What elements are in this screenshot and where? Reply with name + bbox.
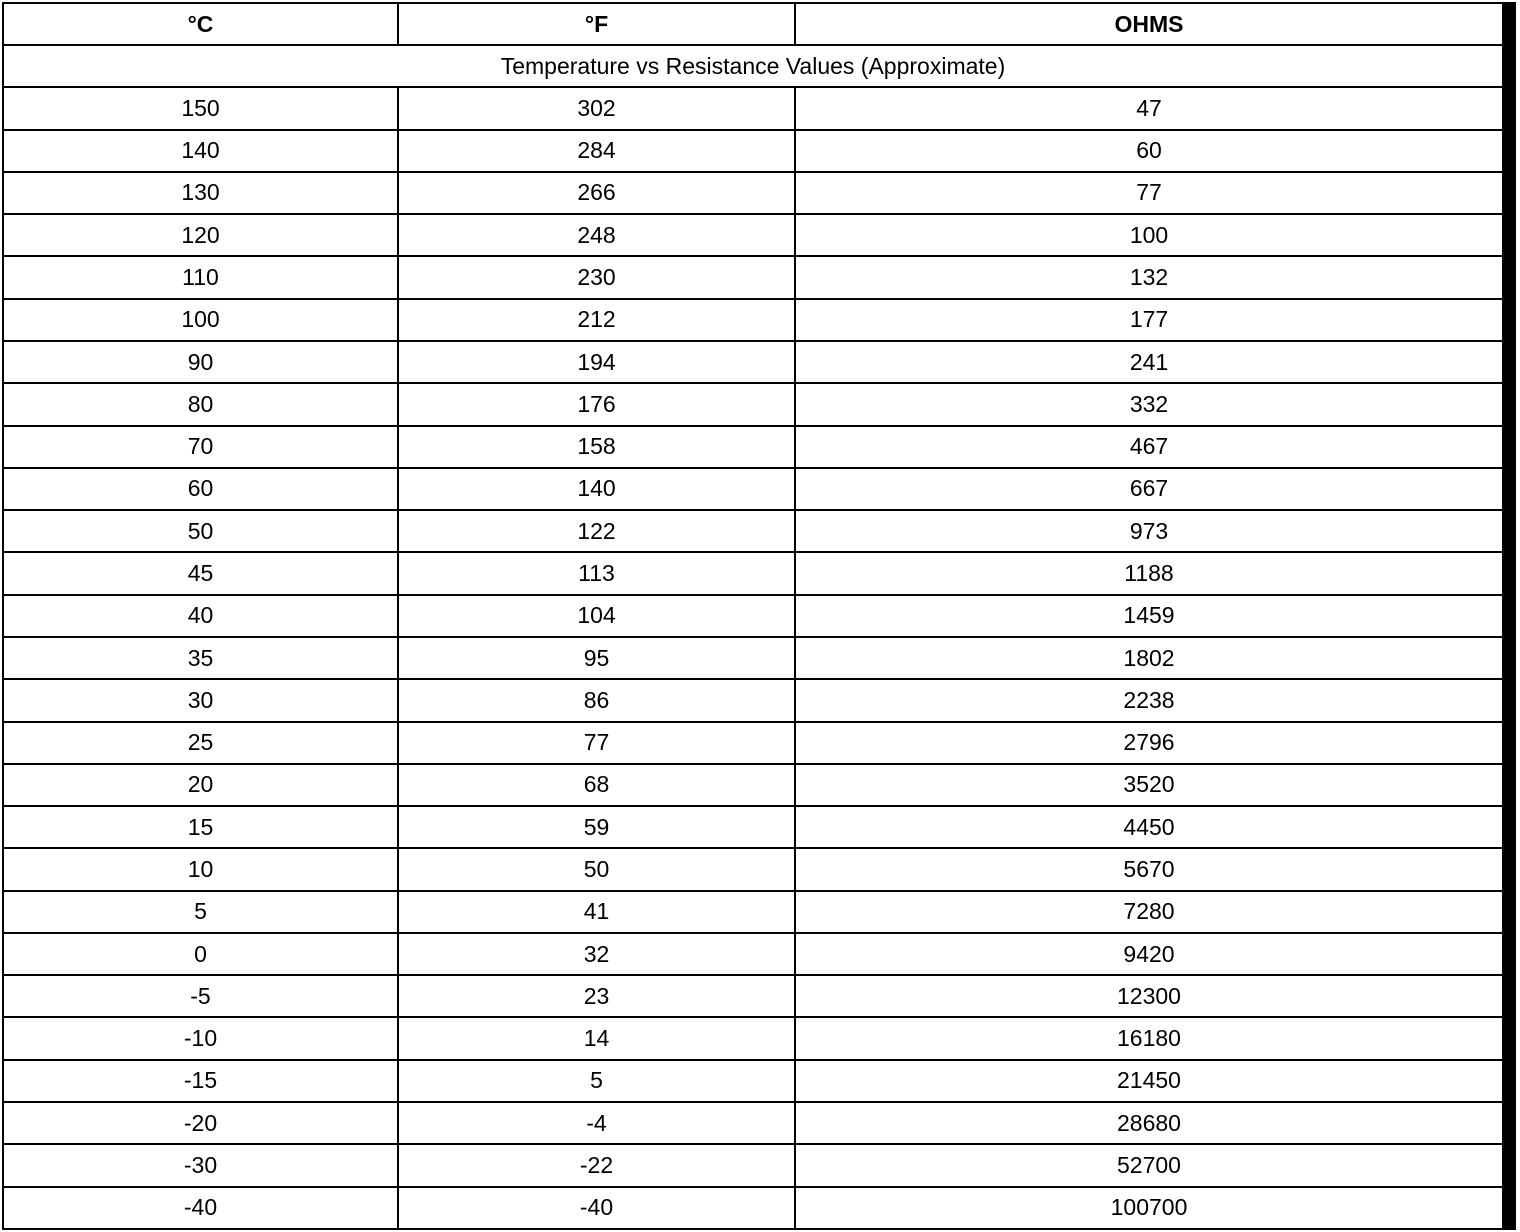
table-row <box>4 130 1502 172</box>
table-row <box>4 806 1502 848</box>
cell-fahrenheit: 59 <box>398 806 795 848</box>
cell-ohms: 4450 <box>795 806 1502 848</box>
cell-fahrenheit: 104 <box>398 595 795 637</box>
table-row <box>4 87 1502 129</box>
cell-fahrenheit: -4 <box>398 1102 795 1144</box>
table-row <box>4 172 1502 214</box>
cell-ohms: 1459 <box>795 595 1502 637</box>
table-row <box>4 975 1502 1017</box>
cell-fahrenheit: 230 <box>398 256 795 298</box>
table-row <box>4 510 1502 552</box>
cell-celsius: 50 <box>4 510 398 552</box>
cell-celsius: 150 <box>4 87 398 129</box>
cell-ohms: 132 <box>795 256 1502 298</box>
cell-celsius: 80 <box>4 383 398 425</box>
cell-ohms: 2238 <box>795 679 1502 721</box>
cell-fahrenheit: 176 <box>398 383 795 425</box>
table-row <box>4 341 1502 383</box>
cell-fahrenheit: 50 <box>398 848 795 890</box>
temperature-resistance-sheet <box>2 2 1516 1230</box>
cell-celsius: 60 <box>4 468 398 510</box>
cell-fahrenheit: -40 <box>398 1187 795 1228</box>
cell-celsius: 10 <box>4 848 398 890</box>
cell-ohms: 52700 <box>795 1144 1502 1186</box>
table-row <box>4 1144 1502 1186</box>
table-row <box>4 383 1502 425</box>
table-body <box>4 45 1502 1228</box>
cell-celsius: -15 <box>4 1060 398 1102</box>
cell-celsius: 20 <box>4 764 398 806</box>
cell-ohms: 28680 <box>795 1102 1502 1144</box>
cell-fahrenheit: 32 <box>398 933 795 975</box>
cell-celsius: 140 <box>4 130 398 172</box>
cell-ohms: 467 <box>795 426 1502 468</box>
cell-fahrenheit: 41 <box>398 891 795 933</box>
header-row <box>4 4 1502 45</box>
cell-ohms: 100700 <box>795 1187 1502 1228</box>
table-row <box>4 679 1502 721</box>
table-row <box>4 637 1502 679</box>
cell-celsius: 40 <box>4 595 398 637</box>
cell-fahrenheit: 23 <box>398 975 795 1017</box>
cell-ohms: 667 <box>795 468 1502 510</box>
cell-ohms: 7280 <box>795 891 1502 933</box>
cell-fahrenheit: 302 <box>398 87 795 129</box>
cell-fahrenheit: 140 <box>398 468 795 510</box>
cell-fahrenheit: 68 <box>398 764 795 806</box>
table-row <box>4 1187 1502 1228</box>
cell-fahrenheit: -22 <box>398 1144 795 1186</box>
cell-celsius: 120 <box>4 214 398 256</box>
cell-celsius: 100 <box>4 299 398 341</box>
header-ohms: OHMS <box>795 4 1502 45</box>
cell-celsius: -10 <box>4 1017 398 1059</box>
cell-fahrenheit: 122 <box>398 510 795 552</box>
header-celsius: °C <box>4 4 398 45</box>
cell-ohms: 100 <box>795 214 1502 256</box>
table-row <box>4 1060 1502 1102</box>
cell-fahrenheit: 266 <box>398 172 795 214</box>
cell-ohms: 9420 <box>795 933 1502 975</box>
cell-ohms: 21450 <box>795 1060 1502 1102</box>
table-row <box>4 256 1502 298</box>
cell-celsius: 35 <box>4 637 398 679</box>
table-row <box>4 722 1502 764</box>
table-row <box>4 1102 1502 1144</box>
cell-ohms: 47 <box>795 87 1502 129</box>
cell-fahrenheit: 284 <box>398 130 795 172</box>
cell-fahrenheit: 77 <box>398 722 795 764</box>
table-row <box>4 848 1502 890</box>
cell-ohms: 177 <box>795 299 1502 341</box>
table-row <box>4 764 1502 806</box>
cell-celsius: -40 <box>4 1187 398 1228</box>
header-fahrenheit: °F <box>398 4 795 45</box>
cell-ohms: 12300 <box>795 975 1502 1017</box>
cell-celsius: 0 <box>4 933 398 975</box>
cell-ohms: 1802 <box>795 637 1502 679</box>
table-row <box>4 891 1502 933</box>
cell-celsius: 45 <box>4 552 398 594</box>
cell-fahrenheit: 95 <box>398 637 795 679</box>
caption-row <box>4 45 1502 87</box>
table-row <box>4 552 1502 594</box>
cell-celsius: -5 <box>4 975 398 1017</box>
cell-ohms: 60 <box>795 130 1502 172</box>
cell-celsius: -20 <box>4 1102 398 1144</box>
cell-ohms: 241 <box>795 341 1502 383</box>
table-row <box>4 1017 1502 1059</box>
temperature-resistance-table <box>4 4 1502 1228</box>
cell-fahrenheit: 113 <box>398 552 795 594</box>
table-row <box>4 595 1502 637</box>
cell-ohms: 1188 <box>795 552 1502 594</box>
cell-ohms: 3520 <box>795 764 1502 806</box>
cell-celsius: 25 <box>4 722 398 764</box>
cell-ohms: 5670 <box>795 848 1502 890</box>
table-row <box>4 299 1502 341</box>
cell-celsius: 110 <box>4 256 398 298</box>
cell-ohms: 16180 <box>795 1017 1502 1059</box>
cell-fahrenheit: 5 <box>398 1060 795 1102</box>
table-caption: Temperature vs Resistance Values (Approximate) <box>4 45 1502 87</box>
cell-ohms: 2796 <box>795 722 1502 764</box>
cell-celsius: 30 <box>4 679 398 721</box>
cell-fahrenheit: 212 <box>398 299 795 341</box>
table-row <box>4 426 1502 468</box>
cell-celsius: 15 <box>4 806 398 848</box>
cell-celsius: 5 <box>4 891 398 933</box>
cell-celsius: -30 <box>4 1144 398 1186</box>
cell-ohms: 332 <box>795 383 1502 425</box>
cell-ohms: 973 <box>795 510 1502 552</box>
cell-fahrenheit: 86 <box>398 679 795 721</box>
table-row <box>4 933 1502 975</box>
table-row <box>4 468 1502 510</box>
cell-celsius: 70 <box>4 426 398 468</box>
table-row <box>4 214 1502 256</box>
cell-celsius: 130 <box>4 172 398 214</box>
cell-ohms: 77 <box>795 172 1502 214</box>
cell-fahrenheit: 194 <box>398 341 795 383</box>
cell-fahrenheit: 248 <box>398 214 795 256</box>
cell-celsius: 90 <box>4 341 398 383</box>
cell-fahrenheit: 14 <box>398 1017 795 1059</box>
cell-fahrenheit: 158 <box>398 426 795 468</box>
